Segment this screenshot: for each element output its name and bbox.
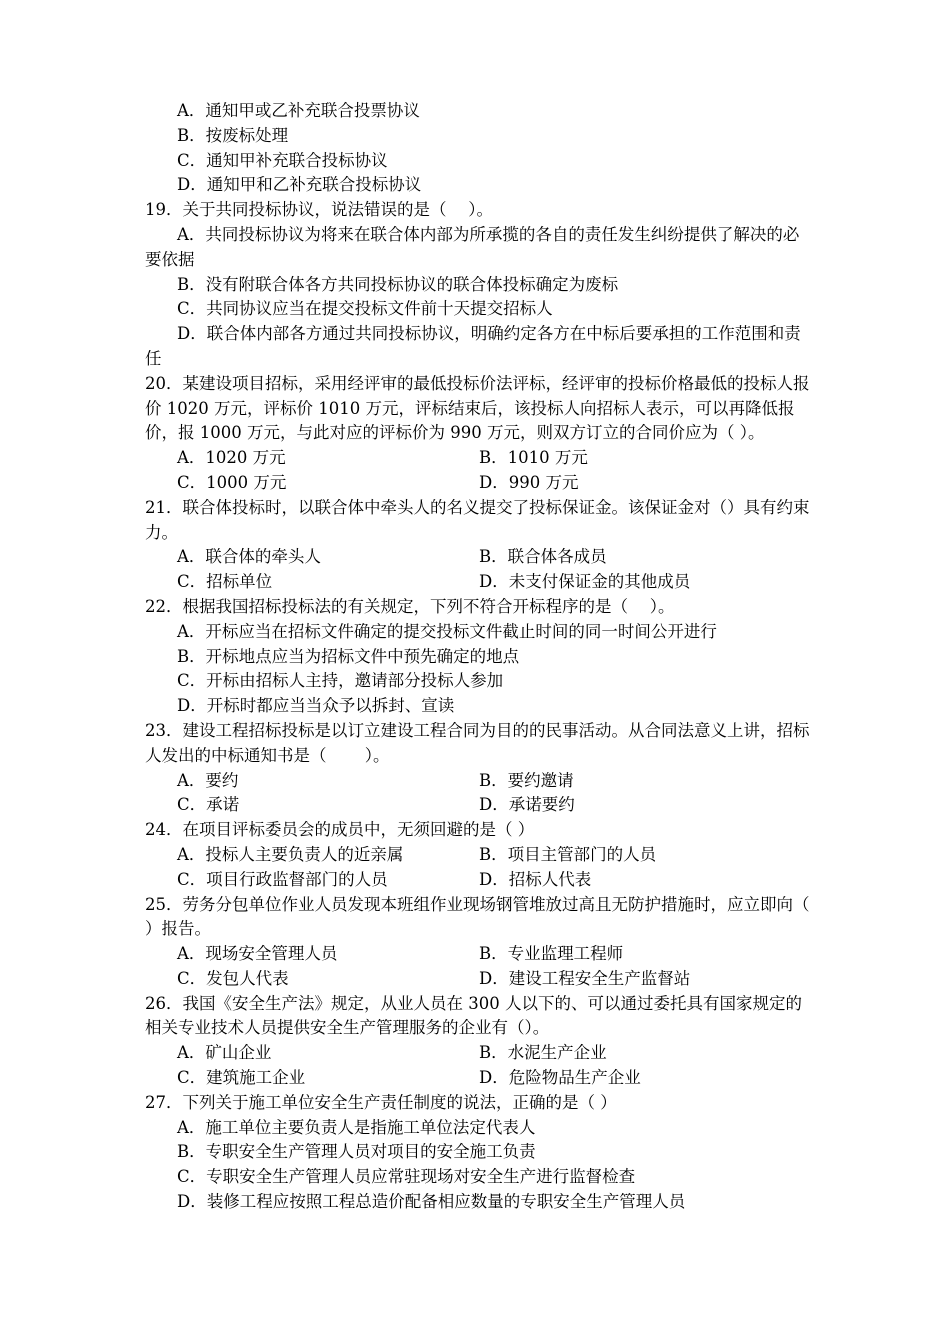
q21-options-row-2 <box>145 570 810 595</box>
q24-options-row-1 <box>145 843 810 868</box>
q23-options-row-2 <box>145 793 810 818</box>
q24-option-c: C．项目行政监督部门的人员 <box>177 869 388 889</box>
q19-option-a: A．共同投标协议为将来在联合体内部为所承揽的各自的责任发生纠纷提供了解决的必要依据 <box>145 224 800 269</box>
q23-option-a: A．要约 <box>177 770 239 790</box>
q20-option-a: A．1020 万元 <box>177 448 286 468</box>
q25-options-row-1 <box>145 942 810 967</box>
q21-option-d: D．未支付保证金的其他成员 <box>479 572 691 592</box>
q24-option-d: D．招标人代表 <box>479 869 592 889</box>
q21-option-a: A．联合体的牵头人 <box>177 547 321 567</box>
q22-option-b: B．开标地点应当为招标文件中预先确定的地点 <box>177 646 520 666</box>
q23-option-c: C．承诺 <box>177 795 240 815</box>
q27-option-a: A．施工单位主要负责人是指施工单位法定代表人 <box>177 1117 536 1137</box>
q27-option-b: B．专职安全生产管理人员对项目的安全施工负责 <box>177 1142 536 1162</box>
q18-option-b: B．按废标处理 <box>177 125 289 145</box>
q26-option-d: D．危险物品生产企业 <box>479 1068 641 1088</box>
q23-stem: 23．建设工程招标投标是以订立建设工程合同为目的的民事活动。从合同法意义上讲，招标人发出的中标通知书是（ ）。 <box>145 720 810 765</box>
q25-option-b: B．专业监理工程师 <box>479 944 624 964</box>
q26-options-row-2 <box>145 1066 810 1091</box>
q19-option-b: B．没有附联合体各方共同投标协议的联合体投标确定为废标 <box>177 274 619 294</box>
q18-option-c: C．通知甲补充联合投标协议 <box>177 150 388 170</box>
q19-option-d: D．联合体内部各方通过共同投标协议，明确约定各方在中标后要承担的工作范围和责任 <box>145 324 801 368</box>
q19-stem: 19．关于共同投标协议，说法错误的是（ ）。 <box>145 200 493 220</box>
q25-options-row-2 <box>145 967 810 992</box>
q18-option-d: D．通知甲和乙补充联合投标协议 <box>177 175 422 195</box>
exam-content <box>145 99 810 1215</box>
q20-option-b: B．1010 万元 <box>479 448 588 468</box>
q18-option-a: A．通知甲或乙补充联合投票协议 <box>177 101 420 120</box>
q25-option-a: A．现场安全管理人员 <box>177 944 338 964</box>
q20-options-row-1 <box>145 446 810 471</box>
q22-option-d: D．开标时都应当当众予以拆封、宣读 <box>177 696 455 716</box>
q22-stem: 22．根据我国招标投标法的有关规定，下列不符合开标程序的是（ ）。 <box>145 596 675 616</box>
q23-option-d: D．承诺要约 <box>479 795 575 815</box>
q24-options-row-2 <box>145 868 810 893</box>
q25-option-c: C．发包人代表 <box>177 968 289 988</box>
q21-option-b: B．联合体各成员 <box>479 547 607 567</box>
q24-option-b: B．项目主管部门的人员 <box>479 844 657 864</box>
q22-option-c: C．开标由招标人主持，邀请部分投标人参加 <box>177 671 504 691</box>
q20-stem: 20．某建设项目招标，采用经评审的最低投标价法评标，经评审的投标价格最低的投标人报价 1020 万元，评标价 1010 万元，评标结束后，该投标人向招标人表示，可以再降低报价，报 1000 万元，与此对应的评标价为 990 万元，则双方订立的合同价应为（ ）。 <box>145 373 810 443</box>
q26-option-b: B．水泥生产企业 <box>479 1043 607 1063</box>
q27-option-c: C．专职安全生产管理人员应常驻现场对安全生产进行监督检查 <box>177 1167 636 1187</box>
q23-options-row-1 <box>145 769 810 794</box>
q27-option-d: D．装修工程应按照工程总造价配备相应数量的专职安全生产管理人员 <box>177 1192 686 1212</box>
q27-stem: 27．下列关于施工单位安全生产责任制度的说法，正确的是（ ） <box>145 1092 617 1112</box>
q25-stem: 25．劳务分包单位作业人员发现本班组作业现场钢管堆放过高且无防护措施时，应立即向（ ）报告。 <box>145 894 810 939</box>
q23-option-b: B．要约邀请 <box>479 770 574 790</box>
q20-option-c: C．1000 万元 <box>177 472 287 492</box>
q19-option-c: C．共同协议应当在提交投标文件前十天提交招标人 <box>177 299 553 319</box>
q21-options-row-1 <box>145 545 810 570</box>
q26-option-c: C．建筑施工企业 <box>177 1068 306 1088</box>
q20-options-row-2 <box>145 471 810 496</box>
q22-option-a: A．开标应当在招标文件确定的提交投标文件截止时间的同一时间公开进行 <box>177 621 717 641</box>
q21-stem: 21．联合体投标时，以联合体中牵头人的名义提交了投标保证金。该保证金对（）具有约束力。 <box>145 497 810 542</box>
q24-option-a: A．投标人主要负责人的近亲属 <box>177 844 404 864</box>
q24-stem: 24．在项目评标委员会的成员中，无须回避的是（ ） <box>145 820 535 840</box>
q26-options-row-1 <box>145 1041 810 1066</box>
q21-option-c: C．招标单位 <box>177 572 273 592</box>
q25-option-d: D．建设工程安全生产监督站 <box>479 968 691 988</box>
q26-option-a: A．矿山企业 <box>177 1043 272 1063</box>
q26-stem: 26．我国《安全生产法》规定，从业人员在 300 人以下的、可以通过委托具有国家规定的相关专业技术人员提供安全生产管理服务的企业有（）。 <box>145 993 802 1038</box>
q20-option-d: D．990 万元 <box>479 472 579 492</box>
